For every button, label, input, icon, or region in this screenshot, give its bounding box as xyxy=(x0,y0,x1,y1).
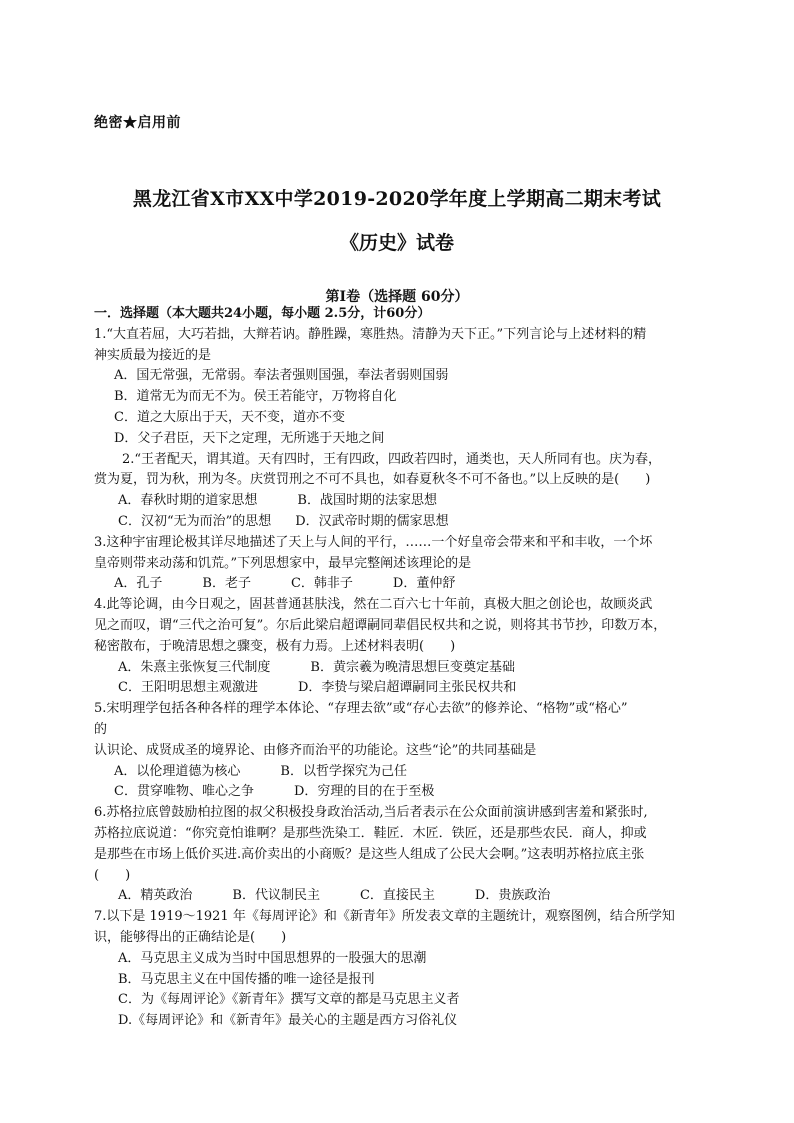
q4-option-a: A．朱熹主张恢复三代制度 xyxy=(118,659,271,675)
confidential-mark: 绝密★启用前 xyxy=(94,115,181,131)
q1-stem-line-2: 神实质最为接近的是 xyxy=(94,347,212,363)
q7-stem-line-1: 7.以下是 1919～1921 年《每周评论》和《新青年》所发表文章的主题统计，观察图例，结合所学知 xyxy=(94,909,675,925)
q4-options-row-1 xyxy=(94,658,708,679)
q6-option-c: C．直接民主 xyxy=(359,888,435,904)
q3-option-c: C．韩非子 xyxy=(290,576,353,592)
q7-stem-line-2: 识，能够得出的正确结论是( ) xyxy=(94,929,287,945)
q6-option-a: A．精英政治 xyxy=(118,888,193,904)
q6-stem-line-4: ( ) xyxy=(94,867,131,883)
q2-options-row-1 xyxy=(94,491,708,512)
q4-option-d: D．李贽与梁启超谭嗣同主张民权共和 xyxy=(297,680,517,696)
q5-option-d: D．穷理的目的在于至极 xyxy=(293,784,435,800)
q4-option-c: C．王阳明思想主观激进 xyxy=(118,680,258,696)
q4-option-b: B．黄宗羲为晚清思想巨变奠定基础 xyxy=(310,659,515,675)
q1-option-d: D．父子君臣，天下之定理，无所逃于天地之间 xyxy=(114,430,385,446)
q5-stem-line-3: 认识论、成贤成圣的境界论、由修齐而治平的功能论。这些“论”的共同基础是 xyxy=(94,742,537,758)
q1-option-a: A．国无常强，无常弱。奉法者强则国强，奉法者弱则国弱 xyxy=(114,368,449,384)
q5-option-c: C．贯穿唯物、唯心之争 xyxy=(114,784,254,800)
q6-stem-line-1: 6.苏格拉底曾鼓励柏拉图的叔父积极投身政治活动,当后者表示在公众面前演讲感到害羞和紧张时, xyxy=(94,805,648,821)
q4-stem-line-2: 见之而叹，谓“三代之治可复”。尔后此梁启超谭嗣同辈倡民权共和之说，则将其书节抄，印数万本， xyxy=(94,617,667,633)
section-title: 第Ⅰ卷（选择题 60分） xyxy=(325,289,469,305)
q5-option-a: A．以伦理道德为核心 xyxy=(114,763,241,779)
q6-option-d: D．贵族政治 xyxy=(474,888,551,904)
q4-stem-line-3: 秘密散布，于晚清思想之骤变，极有力焉。上述材料表明( ) xyxy=(94,638,456,654)
q4-stem-line-1: 4.此等论调，由今日观之，固甚普通甚肤浅，然在二百六七十年前，真极大胆之创论也，故顾炎武 xyxy=(94,597,653,613)
q2-option-a: A．春秋时期的道家思想 xyxy=(118,493,258,509)
q6-options-row xyxy=(94,886,708,907)
q7-option-c: C．为《每周评论》《新青年》撰写文章的都是马克思主义者 xyxy=(118,992,460,1008)
q2-stem-line-2: 赏为夏，罚为秋，刑为冬。庆赏罚刑之不可不具也，如春夏秋冬不可不备也。”以上反映的是( ) xyxy=(94,472,651,488)
q6-stem-line-2: 苏格拉底说道：“你究竟怕谁啊？是那些洗染工．鞋匠．木匠．铁匠，还是那些农民．商人，抑或 xyxy=(94,825,647,841)
q2-stem-line-1: 2.“王者配天，谓其道。天有四时，王有四政，四政若四时，通类也，天人所同有也。庆为春， xyxy=(122,451,662,467)
q1-option-b: B．道常无为而无不为。侯王若能守，万物将自化 xyxy=(114,389,397,405)
q3-options-row xyxy=(94,574,708,595)
q2-option-c: C．汉初“无为而治”的思想 xyxy=(118,513,272,529)
q1-option-c: C．道之大原出于天，天不变，道亦不变 xyxy=(114,409,345,425)
q5-stem-line-1: 5.宋明理学包括各种各样的理学本体论、“存理去欲”或“存心去欲”的修养论、“格物”或“格心” xyxy=(94,701,628,717)
q3-stem-line-1: 3.这种宇宙理论极其详尽地描述了天上与人间的平行，……一个好皇帝会带来和平和丰收，一个坏 xyxy=(94,534,653,550)
q2-options-row-2 xyxy=(94,512,708,533)
q2-option-d: D．汉武帝时期的儒家思想 xyxy=(295,513,449,529)
exam-subtitle: 《历史》试卷 xyxy=(339,232,454,254)
q5-option-b: B．以哲学探究为己任 xyxy=(280,763,407,779)
q7-option-a: A．马克思主义成为当时中国思想界的一股强大的思潮 xyxy=(118,950,427,966)
q6-stem-line-3: 是那些在市场上低价买进.高价卖出的小商贩？是这些人组成了公民大会啊。”这表明苏格拉底主张 xyxy=(94,846,645,862)
q2-option-b: B．战国时期的法家思想 xyxy=(297,493,437,509)
q7-option-b: B．马克思主义在中国传播的唯一途径是报刊 xyxy=(118,971,375,987)
q5-options-row-1 xyxy=(94,762,708,783)
q1-stem-line-1: 1.“大直若屈，大巧若拙，大辩若讷。静胜躁，寒胜热。清静为天下正。”下列言论与上述材料的精 xyxy=(94,326,647,342)
q3-stem-line-2: 皇帝则带来动荡和饥荒。”下列思想家中，最早完整阐述该理论的是 xyxy=(94,555,472,571)
questions-body xyxy=(94,304,708,1032)
instructions: 一．选择题（本大题共24小题，每小题 2.5分，计60分） xyxy=(94,306,431,321)
exam-title: 黑龙江省X市XX中学2019-2020学年度上学期高二期末考试 xyxy=(132,188,662,210)
q6-option-b: B．代议制民主 xyxy=(232,888,320,904)
q7-option-d: D.《每周评论》和《新青年》最关心的主题是西方习俗礼仪 xyxy=(118,1013,458,1029)
q4-options-row-2 xyxy=(94,678,708,699)
q5-options-row-2 xyxy=(94,782,708,803)
q3-option-d: D．董仲舒 xyxy=(392,576,456,592)
q3-option-b: B．老子 xyxy=(202,576,251,592)
q3-option-a: A．孔子 xyxy=(114,576,163,592)
q5-stem-line-2: 的 xyxy=(94,721,108,737)
